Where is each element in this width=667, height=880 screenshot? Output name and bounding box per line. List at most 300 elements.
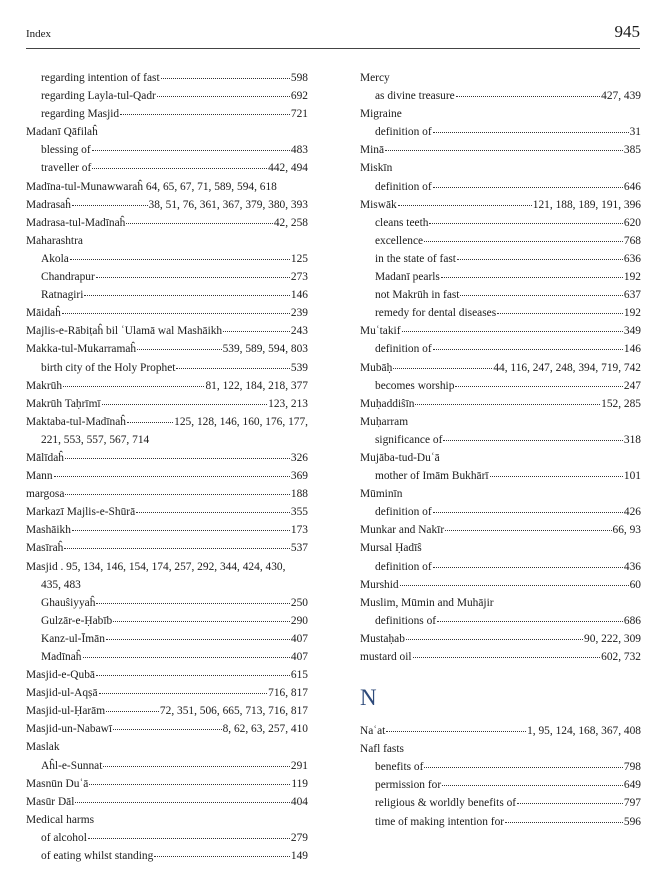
index-term: Masjid . 95, 134, 146, 154, 174, 257, 292, 344, 424, 430,	[26, 560, 286, 573]
dot-leader	[429, 223, 622, 224]
index-entry	[360, 521, 641, 539]
index-subentry	[26, 141, 308, 159]
index-entry	[26, 666, 308, 684]
page-refs: 125, 128, 146, 160, 176, 177,	[174, 415, 308, 428]
page-refs: 152, 285	[601, 397, 641, 410]
index-term: definitions of	[375, 614, 437, 627]
index-term: permission for	[375, 779, 442, 792]
page-refs: 44, 116, 247, 248, 394, 719, 742	[493, 361, 641, 374]
dot-leader	[441, 277, 623, 278]
dot-leader	[106, 711, 159, 712]
index-column-left	[26, 69, 308, 865]
index-entry	[26, 738, 308, 756]
dot-leader	[102, 404, 268, 405]
index-term: Maslak	[26, 741, 60, 754]
dot-leader	[402, 331, 623, 332]
dot-leader	[63, 386, 204, 387]
dot-leader	[415, 404, 600, 405]
index-subentry	[26, 648, 308, 666]
index-term: time of making intention for	[375, 815, 505, 828]
page-refs-continued: 221, 553, 557, 567, 714	[41, 433, 150, 446]
index-term: definition of	[375, 343, 432, 356]
dot-leader	[92, 168, 267, 169]
index-term: Muḥarram	[360, 415, 409, 428]
page-refs: 442, 494	[268, 162, 308, 175]
index-term: religious & worldly benefits of	[375, 797, 517, 810]
index-term: margosa	[26, 488, 65, 501]
page-refs: 243	[290, 325, 308, 338]
page-refs: 121, 188, 189, 191, 396	[532, 198, 641, 211]
index-entry	[360, 630, 641, 648]
index-subentry	[26, 829, 308, 847]
index-subentry	[26, 847, 308, 865]
index-subentry	[360, 503, 641, 521]
dot-leader	[497, 313, 623, 314]
index-entry	[26, 395, 308, 413]
index-subentry	[360, 87, 641, 105]
index-term: as divine treasure	[375, 90, 455, 103]
page-refs: 123, 213	[268, 397, 308, 410]
dot-leader	[398, 205, 532, 206]
dot-leader	[437, 621, 623, 622]
index-term: definition of	[375, 506, 432, 519]
dot-leader	[64, 548, 290, 549]
header-rule	[26, 48, 640, 49]
index-term: Mursal Ḥadīŝ	[360, 542, 422, 555]
index-term: Makrūh Taḥrīmī	[26, 397, 101, 410]
page-header	[26, 0, 640, 48]
index-term: definition of	[375, 126, 432, 139]
page-refs: 60	[629, 578, 641, 591]
index-term: regarding Layla-tul-Qadr	[41, 90, 156, 103]
index-term: Mann	[26, 470, 53, 483]
dot-leader	[161, 78, 290, 79]
page-refs: 349	[623, 325, 641, 338]
index-subentry	[26, 159, 308, 177]
index-entry	[360, 359, 641, 377]
index-entry	[360, 196, 641, 214]
dot-leader	[96, 675, 290, 676]
page-refs: 768	[623, 234, 641, 247]
index-term: Medical harms	[26, 813, 95, 826]
index-term: excellence	[375, 234, 424, 247]
index-term: Mālīdaĥ	[26, 451, 64, 464]
index-term: Miswāk	[360, 198, 397, 211]
page-refs: 649	[623, 779, 641, 792]
page-refs: 273	[290, 271, 308, 284]
index-subentry	[360, 123, 641, 141]
page-refs: 797	[623, 797, 641, 810]
page-refs: 369	[290, 470, 308, 483]
index-entry	[26, 558, 308, 576]
index-term: Mūminīn	[360, 488, 403, 501]
index-group-n	[360, 722, 641, 831]
index-subentry	[360, 813, 641, 831]
index-term: regarding Masjid	[41, 108, 120, 121]
dot-leader	[120, 114, 290, 115]
dot-leader	[433, 567, 623, 568]
index-entry	[360, 485, 641, 503]
index-subentry	[360, 794, 641, 812]
page-refs: 385	[623, 144, 641, 157]
page-refs: 596	[623, 815, 641, 828]
index-term: Mubāḥ	[360, 361, 393, 374]
page-refs: 436	[623, 560, 641, 573]
page-refs: 686	[623, 614, 641, 627]
dot-leader	[127, 422, 173, 423]
index-term: becomes worship	[375, 379, 455, 392]
index-term: Kanz-ul-Īmān	[41, 632, 105, 645]
page-refs: 539, 589, 594, 803	[222, 343, 308, 356]
index-term: Miskīn	[360, 162, 393, 175]
dot-leader	[442, 785, 623, 786]
index-term: Mashāikh	[26, 524, 71, 537]
index-term: of eating whilst standing	[41, 850, 154, 863]
page-refs: 539	[290, 361, 308, 374]
page-refs: 318	[623, 433, 641, 446]
index-subentry	[360, 286, 641, 304]
dot-leader	[88, 838, 290, 839]
index-entry	[26, 775, 308, 793]
index-term: traveller of	[41, 162, 92, 175]
page-refs: 239	[290, 307, 308, 320]
dot-leader	[103, 766, 290, 767]
index-term: not Makrūh in fast	[375, 289, 460, 302]
index-subentry	[26, 757, 308, 775]
dot-leader	[154, 856, 290, 857]
dot-leader	[517, 803, 623, 804]
dot-leader	[456, 96, 600, 97]
index-subentry	[360, 612, 641, 630]
section-letter: N	[360, 685, 377, 711]
dot-leader	[433, 512, 623, 513]
dot-leader	[96, 603, 289, 604]
page-refs: 716, 817	[268, 687, 308, 700]
index-term: Mercy	[360, 72, 390, 84]
page-refs: 38, 51, 76, 361, 367, 379, 380, 393	[148, 198, 308, 211]
index-entry	[26, 377, 308, 395]
index-term: Masjid-ul-Aqṣā	[26, 687, 98, 700]
index-term: Masjid-e-Qubā	[26, 669, 95, 682]
dot-leader	[70, 259, 290, 260]
dot-leader	[75, 802, 290, 803]
page-refs: 192	[623, 307, 641, 320]
index-term: significance of	[375, 433, 443, 446]
index-term: Munkar and Nakīr	[360, 524, 445, 537]
index-entry	[26, 214, 308, 232]
page-refs: 646	[623, 180, 641, 193]
index-term: Muslim, Mūmin and Muhājir	[360, 596, 494, 609]
index-term: Masjid-ul-Ḥarām	[26, 705, 106, 718]
page-refs: 42, 258	[273, 216, 308, 229]
page-refs: 146	[290, 289, 308, 302]
index-subentry	[360, 758, 641, 776]
dot-leader	[62, 313, 290, 314]
index-term: Madanī pearls	[375, 271, 440, 284]
page-refs: 721	[290, 108, 308, 121]
index-term: Minā	[360, 144, 385, 157]
index-subentry	[360, 268, 641, 286]
index-term: Māidaĥ	[26, 307, 61, 320]
dot-leader	[106, 639, 290, 640]
page-refs: 798	[623, 761, 641, 774]
index-term: Makrūh	[26, 379, 63, 392]
index-entry	[360, 322, 641, 340]
index-subentry	[360, 178, 641, 196]
index-term: benefits of	[375, 761, 424, 774]
dot-leader	[99, 693, 268, 694]
dot-leader	[113, 729, 222, 730]
page-refs: 149	[290, 850, 308, 863]
index-entry	[360, 594, 641, 612]
index-term: Masūr Dāl	[26, 795, 75, 808]
index-entry	[26, 196, 308, 214]
page-refs: 637	[623, 289, 641, 302]
page-refs: 427, 439	[601, 90, 641, 103]
index-column-right	[360, 69, 641, 831]
dot-leader	[223, 331, 290, 332]
dot-leader	[157, 96, 290, 97]
page-refs: 290	[290, 614, 308, 627]
index-term: Madrasa-tul-Madīnaĥ	[26, 216, 126, 229]
page-refs: 173	[290, 524, 308, 537]
dot-leader	[65, 458, 290, 459]
index-term: Mustaḥab	[360, 632, 405, 645]
index-subentry	[360, 431, 641, 449]
index-entry	[26, 811, 308, 829]
dot-leader	[176, 368, 289, 369]
index-entry	[360, 69, 641, 87]
index-term: Madanī Qāfilaĥ	[26, 126, 98, 139]
index-subentry	[26, 359, 308, 377]
page-refs: 537	[290, 542, 308, 555]
page-refs-continued: 435, 483	[41, 578, 81, 591]
index-term: Markazī Majlis-e-Shūrā	[26, 506, 136, 519]
index-entry	[26, 123, 308, 141]
index-term: remedy for dental diseases	[375, 307, 497, 320]
index-entry	[26, 340, 308, 358]
page-refs: 119	[291, 777, 308, 790]
page-refs: 72, 351, 506, 665, 713, 716, 817	[159, 705, 308, 718]
page-refs: 291	[290, 759, 308, 772]
index-subentry	[26, 268, 308, 286]
page-refs: 192	[623, 271, 641, 284]
page-refs: 81, 122, 184, 218, 377	[205, 379, 308, 392]
dot-leader	[65, 494, 290, 495]
dot-leader	[457, 259, 623, 260]
dot-leader	[413, 657, 601, 658]
page-refs: 602, 732	[601, 651, 641, 663]
dot-leader	[460, 295, 622, 296]
page-refs: 404	[290, 795, 308, 808]
index-term: Muḥaddiŝīn	[360, 397, 415, 410]
index-subentry	[360, 340, 641, 358]
page-refs: 8, 62, 63, 257, 410	[222, 723, 308, 736]
index-subentry	[360, 232, 641, 250]
index-term: Akola	[41, 252, 69, 265]
dot-leader	[455, 386, 623, 387]
index-term: cleans teeth	[375, 216, 429, 229]
dot-leader	[443, 440, 623, 441]
page-refs: 90, 222, 309	[584, 632, 641, 645]
dot-leader	[72, 530, 290, 531]
index-subentry	[360, 558, 641, 576]
page-refs: 483	[290, 144, 308, 157]
page-refs: 692	[290, 90, 308, 103]
index-entry	[26, 485, 308, 503]
page-refs: 31	[629, 126, 641, 139]
dot-leader	[386, 731, 526, 732]
page-refs: 101	[623, 470, 641, 483]
index-entry	[360, 539, 641, 557]
dot-leader	[72, 205, 148, 206]
index-group-m-right	[360, 69, 641, 666]
index-term: Ratnagiri	[41, 289, 84, 302]
index-entry	[26, 322, 308, 340]
dot-leader	[445, 530, 611, 531]
index-subentry	[360, 776, 641, 794]
index-term: Murshid	[360, 578, 399, 591]
page-refs: 426	[623, 506, 641, 519]
index-entry	[26, 178, 308, 196]
index-term: Masjid-un-Nabawī	[26, 723, 113, 736]
index-entry	[26, 720, 308, 738]
index-term: of alcohol	[41, 831, 87, 844]
dot-leader	[137, 349, 221, 350]
index-entry	[360, 740, 641, 758]
index-term: mother of Imām Bukhārī	[375, 470, 489, 483]
index-subentry	[360, 214, 641, 232]
running-head: Index	[26, 28, 52, 40]
page-refs: 247	[623, 379, 641, 392]
dot-leader	[113, 621, 290, 622]
page-refs: 279	[290, 831, 308, 844]
dot-leader	[406, 639, 583, 640]
index-entry	[26, 232, 308, 250]
dot-leader	[433, 349, 623, 350]
index-entry	[26, 539, 308, 557]
page-refs: 407	[290, 632, 308, 645]
index-entry	[26, 413, 308, 431]
index-term: Ghauŝiyyaĥ	[41, 596, 96, 609]
index-subentry	[360, 377, 641, 395]
index-entry	[360, 159, 641, 177]
page-refs: 250	[290, 596, 308, 609]
index-term: Nafl fasts	[360, 743, 404, 756]
index-term: Madrasaĥ	[26, 198, 71, 211]
index-term: Mujāba-tud-Duʿā	[360, 451, 440, 464]
index-term: Muʿtakif	[360, 325, 401, 338]
index-entry	[26, 702, 308, 720]
index-term: Chandrapur	[41, 271, 95, 284]
dot-leader	[505, 822, 623, 823]
dot-leader	[433, 132, 629, 133]
index-entry	[360, 449, 641, 467]
index-subentry	[26, 87, 308, 105]
index-entry	[360, 576, 641, 594]
index-term: Aĥl-e-Sunnat	[41, 759, 103, 772]
dot-leader	[89, 784, 290, 785]
index-entry	[26, 449, 308, 467]
dot-leader	[136, 512, 290, 513]
index-entry	[26, 503, 308, 521]
index-subentry	[26, 612, 308, 630]
dot-leader	[83, 657, 290, 658]
index-term: Maharashtra	[26, 234, 83, 247]
dot-leader	[92, 150, 290, 151]
index-term: Naʿat	[360, 725, 386, 738]
index-term: birth city of the Holy Prophet	[41, 361, 176, 374]
page-refs: 188	[290, 488, 308, 501]
dot-leader	[96, 277, 290, 278]
index-entry	[360, 141, 641, 159]
index-term: Masīraĥ	[26, 542, 64, 555]
index-entry	[360, 648, 641, 666]
page-refs: 326	[290, 451, 308, 464]
index-term: definition of	[375, 180, 432, 193]
index-entry	[26, 684, 308, 702]
page-refs: 620	[623, 216, 641, 229]
index-subentry	[360, 467, 641, 485]
dot-leader	[84, 295, 290, 296]
index-subentry	[360, 304, 641, 322]
page-refs: 598	[290, 72, 308, 84]
index-entry	[360, 395, 641, 413]
page-refs: 636	[623, 252, 641, 265]
index-subentry	[26, 69, 308, 87]
index-entry	[360, 413, 641, 431]
index-entry	[26, 467, 308, 485]
dot-leader	[424, 241, 623, 242]
page-refs: 615	[290, 669, 308, 682]
dot-leader	[385, 150, 623, 151]
index-subentry	[360, 250, 641, 268]
index-term: Migraine	[360, 108, 402, 121]
dot-leader	[400, 585, 629, 586]
index-subentry	[26, 250, 308, 268]
index-term: Gulzār-e-Ḥabīb	[41, 614, 113, 627]
dot-leader	[490, 476, 623, 477]
dot-leader	[126, 223, 273, 224]
index-subentry	[26, 286, 308, 304]
page-refs: 125	[290, 252, 308, 265]
page-refs: 146	[623, 343, 641, 356]
index-subentry	[26, 630, 308, 648]
index-entry	[360, 105, 641, 123]
page-number: 945	[614, 22, 640, 41]
dot-leader	[54, 476, 290, 477]
index-term: Masnūn Duʿā	[26, 777, 89, 790]
index-subentry	[26, 105, 308, 123]
index-term: Madīnaĥ	[41, 651, 82, 663]
index-term: regarding intention of fast	[41, 72, 160, 84]
dot-leader	[424, 767, 623, 768]
index-term: in the state of fast	[375, 252, 456, 265]
index-entry	[26, 521, 308, 539]
page-refs: 407	[290, 651, 308, 663]
dot-leader	[433, 187, 623, 188]
index-term: mustard oil	[360, 651, 412, 663]
dot-leader	[393, 368, 492, 369]
page-refs: 66, 93	[612, 524, 641, 537]
index-term: Majlis-e-Rābiṭaĥ bil ʿUlamā wal Mashāikh	[26, 325, 223, 338]
index-term: definition of	[375, 560, 432, 573]
page-refs: 355	[290, 506, 308, 519]
index-entry	[360, 722, 641, 740]
index-entry	[26, 304, 308, 322]
index-term: blessing of	[41, 144, 91, 157]
page-refs: 1, 95, 124, 168, 367, 408	[527, 725, 641, 738]
